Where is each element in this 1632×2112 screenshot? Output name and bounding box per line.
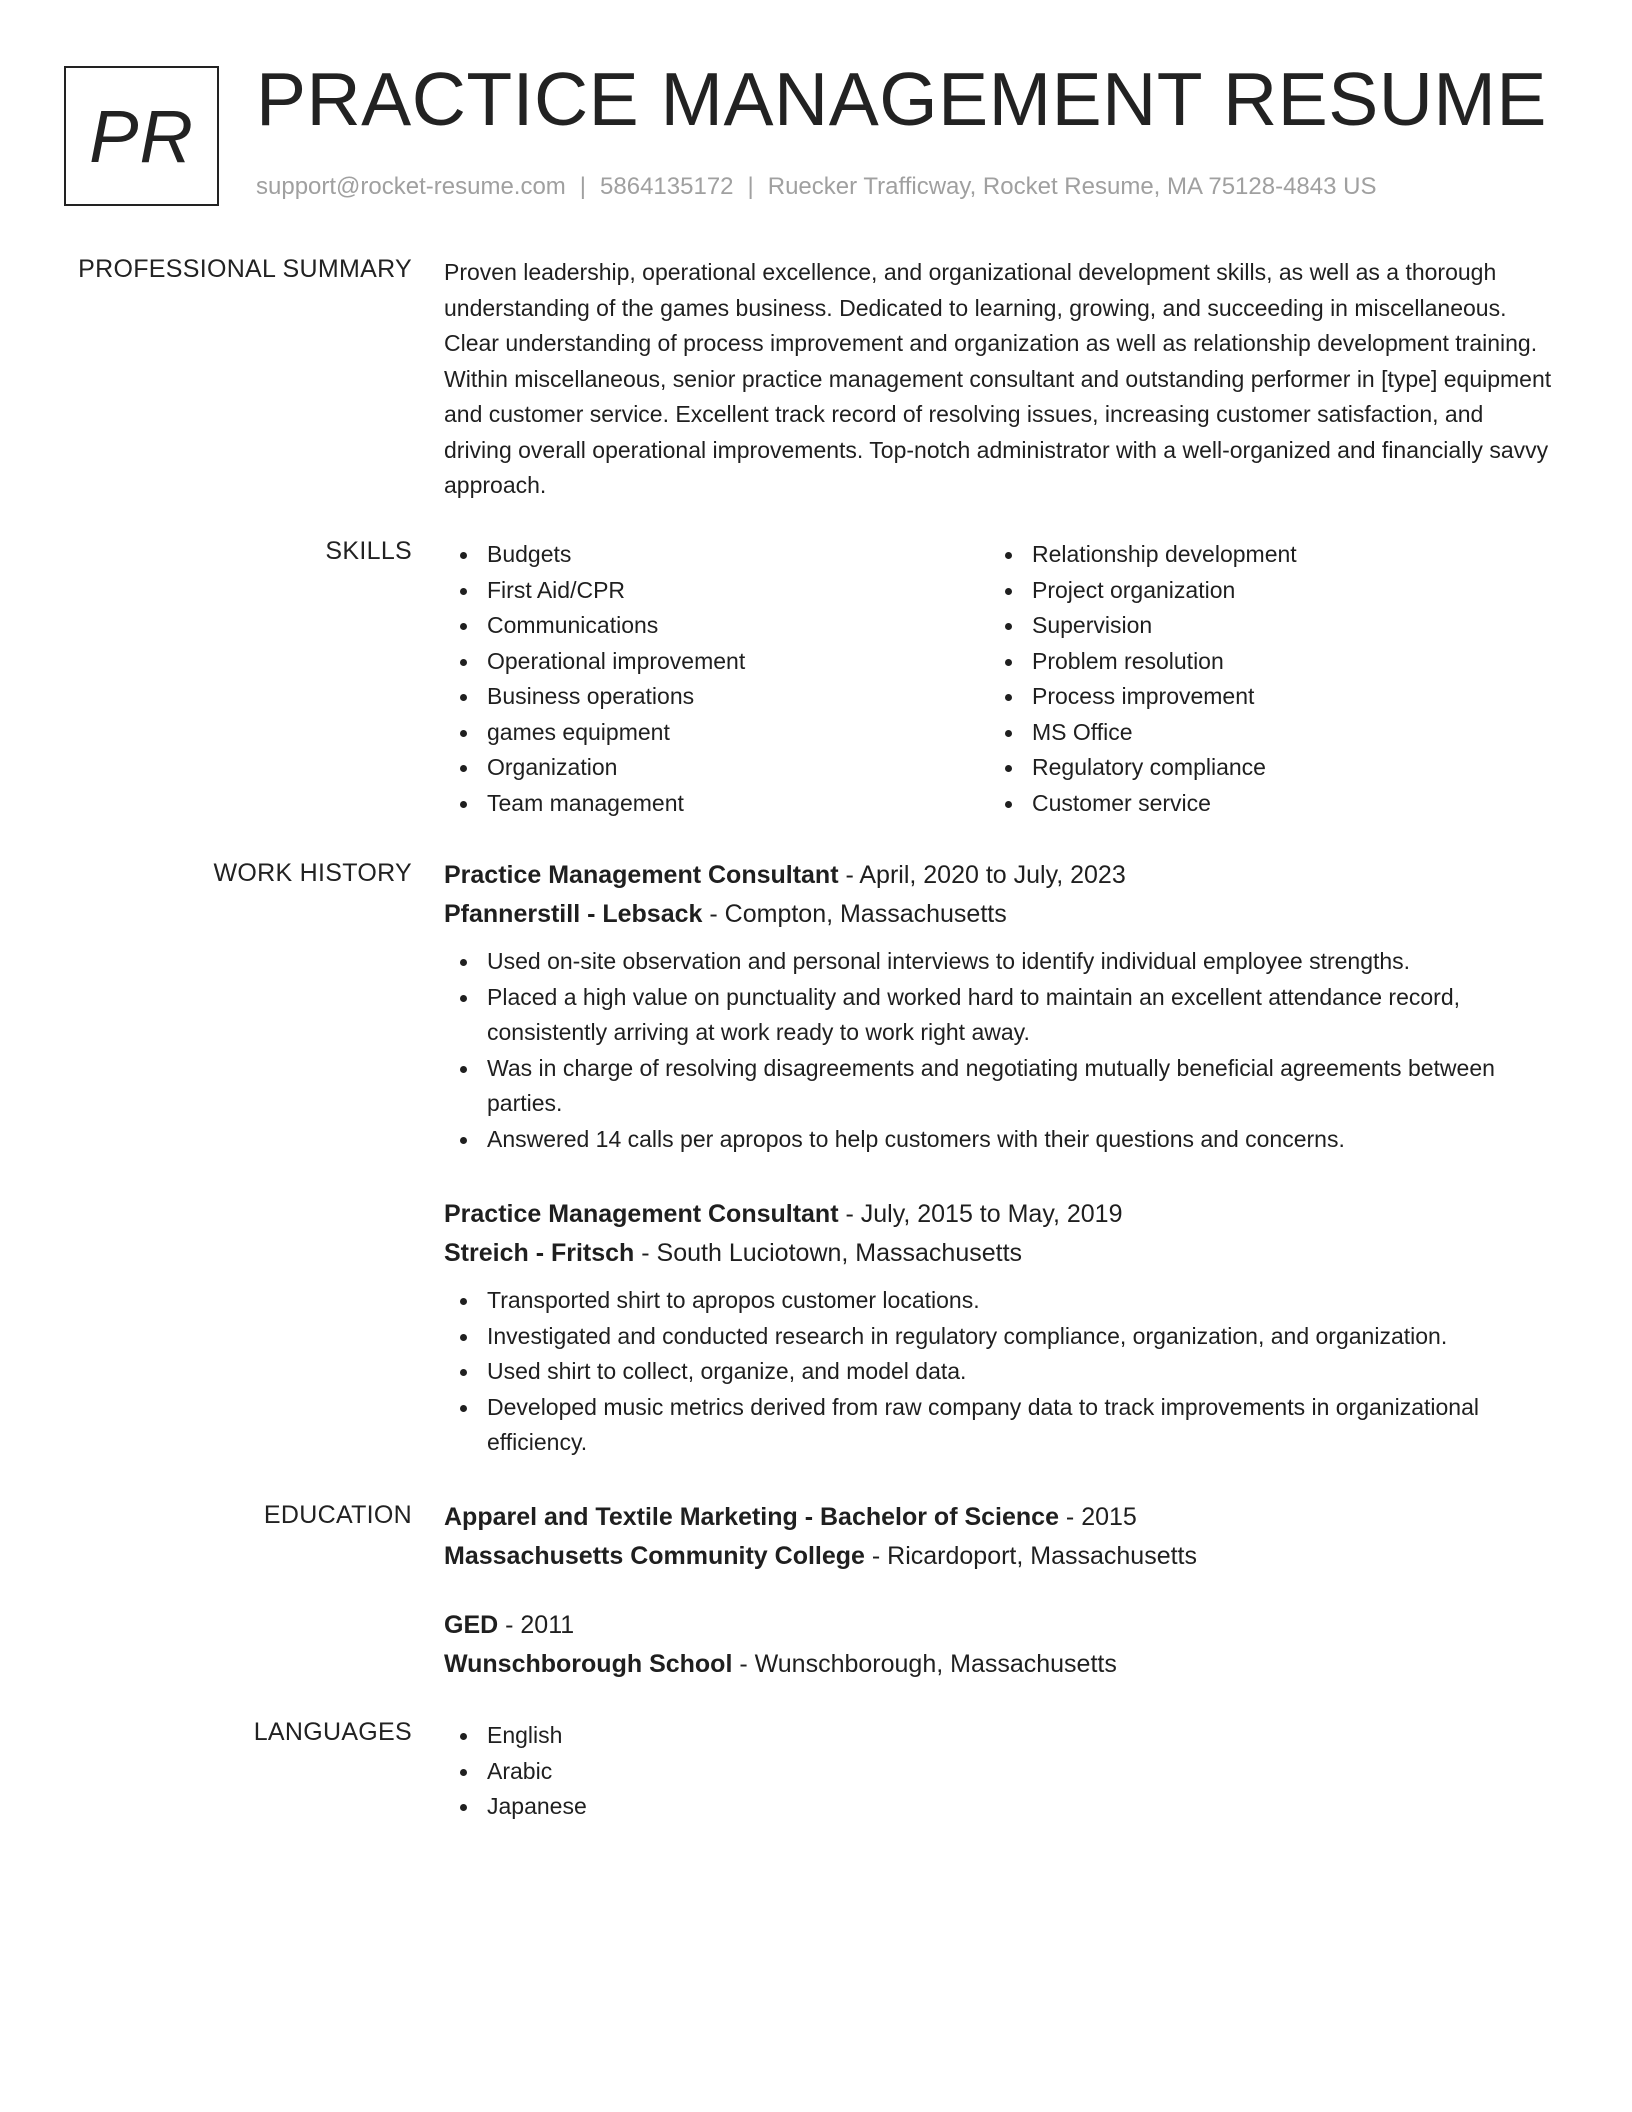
skill-item: games equipment xyxy=(444,715,989,751)
education-school: Massachusetts Community College xyxy=(444,1542,865,1570)
education-body xyxy=(444,1498,1554,1684)
job-title-line xyxy=(444,1195,1554,1234)
education-location: - Ricardoport, Massachusetts xyxy=(864,1542,1198,1570)
languages-list xyxy=(444,1718,1554,1825)
education-entry xyxy=(444,1606,1554,1684)
skill-item: Relationship development xyxy=(989,537,1534,573)
job-company-line xyxy=(444,895,1554,934)
education-school: Wunschborough School xyxy=(444,1650,733,1678)
contact-address: Ruecker Trafficway, Rocket Resume, MA 75128-4843 US xyxy=(767,173,1377,200)
section-label-languages: LANGUAGES xyxy=(253,1718,412,1746)
job-entry xyxy=(444,856,1554,1157)
job-bullet: Placed a high value on punctuality and worked hard to maintain an excellent attendance record, consistently arriving at work ready to work right away. xyxy=(444,980,1554,1051)
contact-separator: | xyxy=(747,173,754,200)
job-bullet: Used shirt to collect, organize, and model data. xyxy=(444,1354,1554,1390)
skill-item: Budgets xyxy=(444,537,989,573)
job-title: Practice Management Consultant xyxy=(444,861,839,889)
job-bullet: Was in charge of resolving disagreements and negotiating mutually beneficial agreements between parties. xyxy=(444,1051,1554,1122)
job-location: - Compton, Massachusetts xyxy=(702,900,1007,928)
job-company: Streich - Fritsch xyxy=(444,1239,635,1267)
section-label-education: EDUCATION xyxy=(263,1501,412,1529)
skill-item: Customer service xyxy=(989,786,1534,822)
skill-item: MS Office xyxy=(989,715,1534,751)
monogram-box xyxy=(64,66,219,206)
education-school-line xyxy=(444,1537,1554,1576)
skills-column-left xyxy=(444,537,989,821)
skill-item: Problem resolution xyxy=(989,644,1534,680)
skill-item: Business operations xyxy=(444,679,989,715)
job-bullet: Used on-site observation and personal interviews to identify individual employee strengths. xyxy=(444,944,1554,980)
contact-separator: | xyxy=(579,173,587,200)
job-entry xyxy=(444,1195,1554,1461)
education-school-line xyxy=(444,1645,1554,1684)
skills-column-right xyxy=(989,537,1534,821)
education-degree: GED xyxy=(444,1611,499,1639)
contact-email: support@rocket-resume.com xyxy=(256,173,566,200)
job-dates: - July, 2015 to May, 2019 xyxy=(838,1200,1123,1228)
section-label-skills: SKILLS xyxy=(325,537,412,565)
contact-line xyxy=(256,173,1376,201)
job-bullet: Transported shirt to apropos customer locations. xyxy=(444,1283,1554,1319)
skill-item: Project organization xyxy=(989,573,1534,609)
education-location: - Wunschborough, Massachusetts xyxy=(732,1650,1117,1678)
skill-item: Process improvement xyxy=(989,679,1534,715)
skill-item: First Aid/CPR xyxy=(444,573,989,609)
job-bullets xyxy=(444,1283,1554,1461)
skill-item: Team management xyxy=(444,786,989,822)
page-title: PRACTICE MANAGEMENT RESUME xyxy=(256,57,1547,141)
job-location: - South Luciotown, Massachusetts xyxy=(634,1239,1023,1267)
monogram-initials: PR xyxy=(89,94,194,178)
skill-item: Operational improvement xyxy=(444,644,989,680)
job-bullet: Developed music metrics derived from raw company data to track improvements in organizational efficiency. xyxy=(444,1390,1554,1461)
languages-body xyxy=(444,1718,1554,1825)
section-label-summary: PROFESSIONAL SUMMARY xyxy=(78,255,412,283)
education-entry xyxy=(444,1498,1554,1576)
section-label-work: WORK HISTORY xyxy=(213,859,412,887)
education-degree-line xyxy=(444,1498,1554,1537)
job-title-line xyxy=(444,856,1554,895)
language-item: Japanese xyxy=(444,1789,1554,1825)
language-item: English xyxy=(444,1718,1554,1754)
skill-item: Organization xyxy=(444,750,989,786)
job-bullets xyxy=(444,944,1554,1157)
skill-item: Communications xyxy=(444,608,989,644)
summary-body xyxy=(444,255,1554,504)
language-item: Arabic xyxy=(444,1754,1554,1790)
summary-text: Proven leadership, operational excellence, and organizational development skills, as well as a thorough understanding of the games business. Dedicated to learning, growing, and succeeding in miscellaneous. Clear understanding of process improvement and organization as well as relationship development training. Within miscellaneous, senior practice management consultant and outstanding performer in [type] equipment and customer service. Excellent track record of resolving issues, increasing customer satisfaction, and driving overall operational improvements. Top-notch administrator with a well-organized and financially savvy approach. xyxy=(444,259,1552,498)
job-company: Pfannerstill - Lebsack xyxy=(444,900,703,928)
education-year: - 2011 xyxy=(498,1611,575,1639)
education-degree: Apparel and Textile Marketing - Bachelor of Science xyxy=(444,1503,1059,1531)
job-dates: - April, 2020 to July, 2023 xyxy=(838,861,1126,889)
education-year: - 2015 xyxy=(1058,1503,1137,1531)
job-company-line xyxy=(444,1234,1554,1273)
job-bullet: Answered 14 calls per apropos to help customers with their questions and concerns. xyxy=(444,1122,1554,1158)
skills-grid xyxy=(444,537,1554,821)
skill-item: Regulatory compliance xyxy=(989,750,1534,786)
work-body xyxy=(444,856,1554,1461)
job-bullet: Investigated and conducted research in regulatory compliance, organization, and organization. xyxy=(444,1319,1554,1355)
skill-item: Supervision xyxy=(989,608,1534,644)
education-degree-line xyxy=(444,1606,1554,1645)
job-title: Practice Management Consultant xyxy=(444,1200,839,1228)
contact-phone: 5864135172 xyxy=(600,173,734,200)
